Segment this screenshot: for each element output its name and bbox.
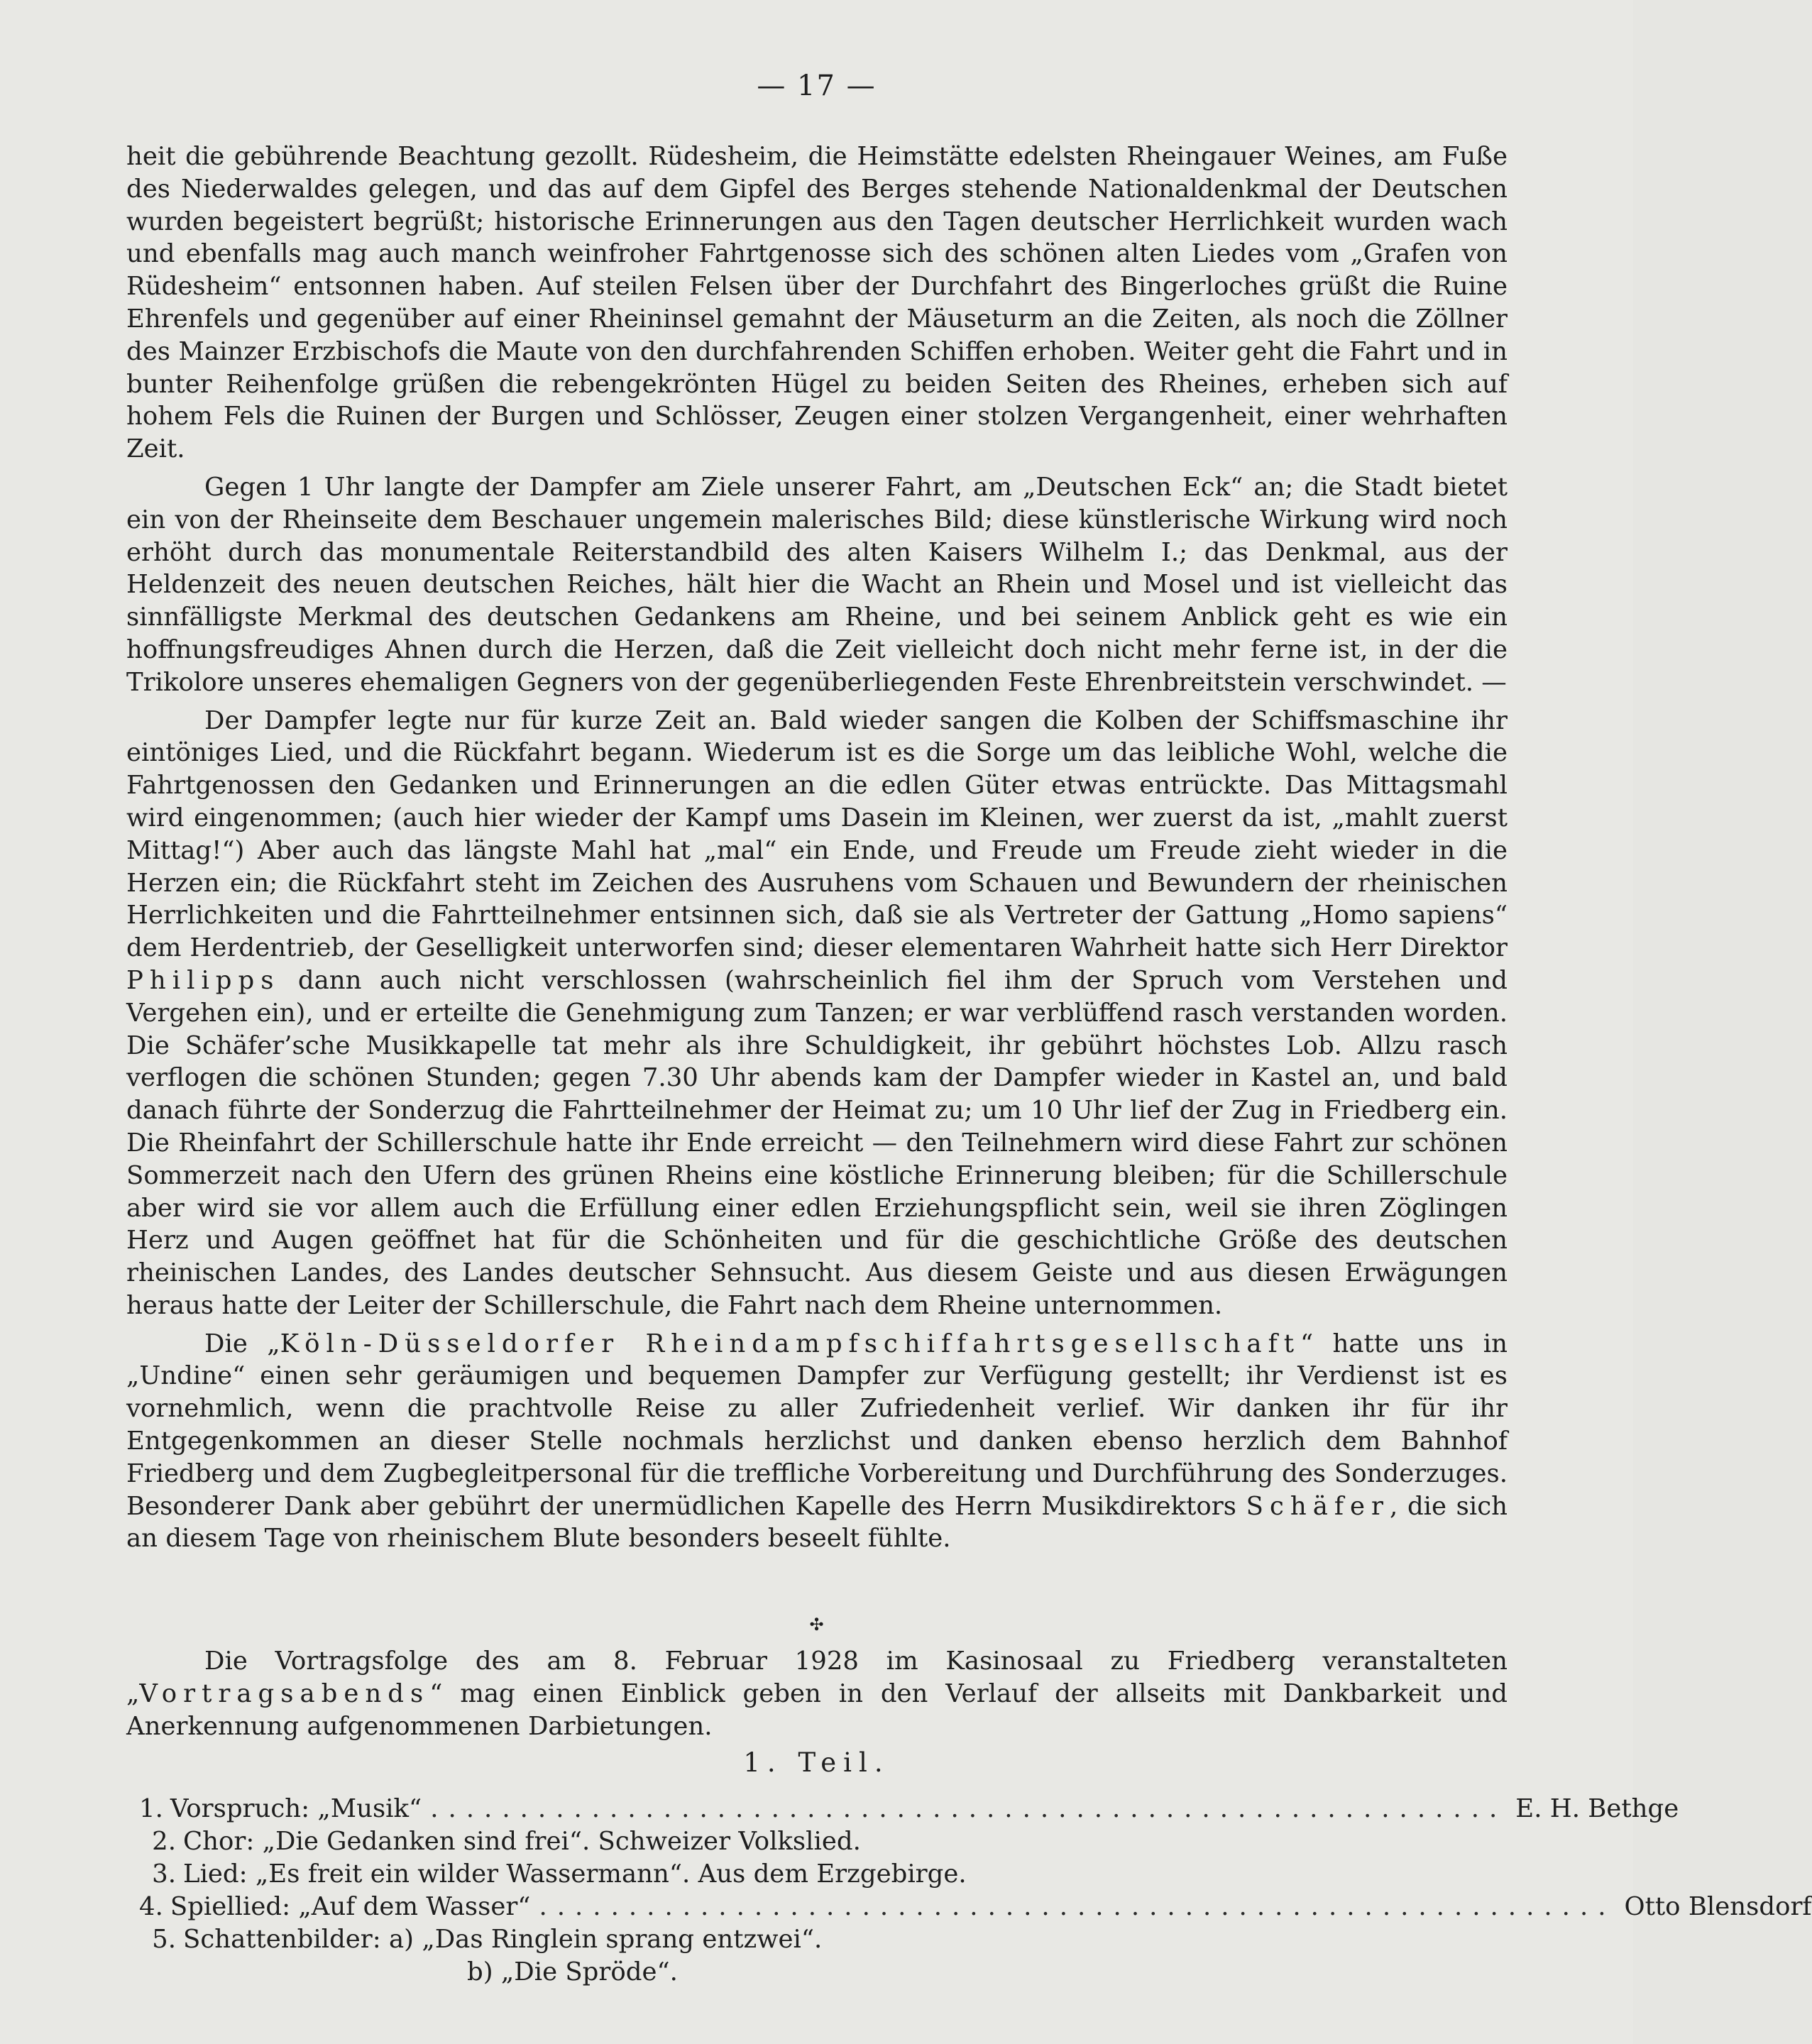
program-item-title: Chor: „Die Gedanken sind frei“. Schweizer Volkslied.: [183, 1827, 861, 1856]
text-run: “ mag einen Einblick geben in den Verlauf der allseits mit Dankbarkeit und Anerkennung aufgenommenen Darbietungen.: [126, 1678, 1508, 1741]
section-title: 1. Teil.: [743, 1747, 890, 1778]
program-item: [139, 1858, 1508, 1891]
paragraph: [126, 1328, 1508, 1556]
emphasized-name: Philipps: [126, 965, 280, 995]
program-item-title: Lied: „Es freit ein wilder Wassermann“. Aus dem Erzgebirge.: [183, 1859, 967, 1889]
program-item-title: Schattenbilder: a) „Das Ringlein sprang entzwei“.: [183, 1925, 823, 1954]
section-separator: ✣: [809, 1615, 824, 1634]
paragraph: [126, 471, 1508, 699]
text-run: Die Vortragsfolge des am 8. Februar 1928 im Kasinosaal zu Friedberg veranstalteten „: [126, 1647, 1508, 1708]
paragraph: [126, 141, 1508, 466]
program-item-number: 1.: [139, 1794, 163, 1823]
program-item-title: b) „Die Spröde“.: [467, 1957, 678, 1987]
program-item: [139, 1923, 1508, 1956]
program-item-title: Spiellied: „Auf dem Wasser“: [170, 1892, 531, 1921]
text-run: heit die gebührende Beachtung gezollt. Rüdesheim, die Heimstätte edelsten Rheingauer Weines, am Fuße des Niederwaldes gelegen, und das auf dem Gipfel des Berges stehende Nationaldenkmal der Deutschen wurden begeistert begrüßt; historische Erinnerungen aus den Tagen deutscher Herrlichkeit wurden wach und ebenfalls mag auch manch weinfroher Fahrtgenosse sich des schönen alten Liedes vom „Grafen von Rüdesheim“ entsonnen haben. Auf steilen Felsen über der Durchfahrt des Bingerloches grüßt die Ruine Ehrenfels und gegenüber auf einer Rheininsel gemahnt der Mäuseturm an die Zeiten, als noch die Zöllner des Mainzer Erzbischofs die Maute von den durchfahrenden Schiffen erhoben. Weiter geht die Fahrt und in bunter Reihenfolge grüßen die rebengekrönten Hügel zu beiden Seiten des Rheines, erheben sich auf hohem Fels die Ruinen der Burgen und Schlösser, Zeugen einer stolzen Vergangenheit, einer wehrhaften Zeit.: [126, 142, 1508, 464]
program-item-number: 2.: [152, 1827, 176, 1856]
program-item-author: E. H. Bethge: [1515, 1794, 1679, 1823]
text-run: Der Dampfer legte nur für kurze Zeit an. Bald wieder sangen die Kolben der Schiffsmaschine ihr eintöniges Lied, und die Rückfahrt begann. Wiederum ist es die Sorge um das leibliche Wohl, welche die Fahrtgenossen den Gedanken und Erinnerungen an die edlen Güter etwas entrückte. Das Mittagsmahl wird eingenommen; (auch hier wieder der Kampf ums Dasein im Kleinen, wer zuerst da ist, „mahlt zuerst Mittag!“) Aber auch das längste Mahl hat „mal“ ein Ende, und Freude um Freude zieht wieder in die Herzen ein; die Rückfahrt steht im Zeichen des Ausruhens vom Schauen und Bewundern der rheinischen Herrlichkeiten und die Fahrtteilnehmer entsinnen sich, daß sie als Vertreter der Gattung „Homo sapiens“ dem Herdentrieb, der Geselligkeit unterworfen sind; dieser elementaren Wahrheit hatte sich Herr Direktor: [126, 705, 1508, 963]
program-item-number: 5.: [152, 1925, 176, 1954]
text-run: Gegen 1 Uhr langte der Dampfer am Ziele unserer Fahrt, am „Deutschen Eck“ an; die Stadt bietet ein von der Rheinseite dem Beschauer ungemein malerisches Bild; diese künstlerische Wirkung wird noch erhöht durch das monumentale Reiterstandbild des alten Kaisers Wilhelm I.; das Denkmal, aus der Heldenzeit des neuen deutschen Reiches, hält hier die Wacht an Rhein und Mosel und ist vielleicht das sinnfälligste Merkmal des deutschen Gedankens am Rheine, und bei seinem Anblick geht es wie ein hoffnungsfreudiges Ahnen durch die Herzen, daß die Zeit vielleicht doch nicht mehr ferne ist, in der die Trikolore unseres ehemaligen Gegners von der gegenüberliegenden Feste Ehrenbreitstein verschwindet. —: [126, 472, 1508, 697]
emphasized-name: Köln-Düsseldorfer Rheindampfschiffahrtsgesellschaft: [280, 1329, 1300, 1358]
text-run: Die „: [204, 1329, 280, 1358]
program-item: [139, 1825, 1508, 1858]
program-item-number: 4.: [139, 1892, 163, 1921]
program-intro: [126, 1645, 1508, 1742]
program-item: [139, 1956, 1508, 1989]
program-item-number: 3.: [152, 1859, 176, 1889]
body-text: [126, 141, 1508, 1555]
emphasized-name: Schäfer: [1246, 1491, 1390, 1521]
program-item-title: Vorspruch: „Musik“: [170, 1794, 422, 1823]
program-list: [139, 1793, 1812, 1989]
program-item-author: Otto Blensdorf: [1624, 1892, 1812, 1921]
program-item: [139, 1793, 1679, 1825]
paragraph: [126, 705, 1508, 1322]
dot-leader: ............................................................: [430, 1794, 1508, 1823]
emphasized-name: Vortragsabends: [139, 1678, 430, 1708]
program-item: [139, 1891, 1812, 1923]
text-run: “ hatte uns in „Undine“ einen sehr geräumigen und bequemen Dampfer zur Verfügung gestellt; ihr Verdienst ist es vornehmlich, wenn die prachtvolle Reise zu aller Zufriedenheit verlief. Wir danken ihr für ihr Entgegenkommen an dieser Stelle nochmals herzlichst und danken ebenso herzlich dem Bahnhof Friedberg und dem Zugbegleitpersonal für die treffliche Vorbereitung und Durchführung des Sonderzuges. Besonderer Dank aber gebührt der unermüdlichen Kapelle des Herrn Musikdirektors: [126, 1329, 1508, 1521]
page-number: — 17 —: [757, 70, 877, 102]
program-item-number: [139, 1956, 183, 1989]
paragraph: [126, 1645, 1508, 1742]
dot-leader: ............................................................: [539, 1892, 1616, 1921]
text-run: , die sich an diesem Tage von rheinischem Blute besonders beseelt fühlte.: [126, 1491, 1508, 1554]
text-run: dann auch nicht verschlossen (wahrscheinlich fiel ihm der Spruch vom Verstehen und Vergehen ein), und er erteilte die Genehmigung zum Tanzen; er war verblüffend rasch verstanden worden. Die Schäfer’sche Musikkapelle tat mehr als ihre Schuldigkeit, ihr gebührt höchstes Lob. Allzu rasch verflogen die schönen Stunden; gegen 7.30 Uhr abends kam der Dampfer wieder in Kastel an, und bald danach führte der Sonderzug die Fahrtteilnehmer der Heimat zu; um 10 Uhr lief der Zug in Friedberg ein. Die Rheinfahrt der Schillerschule hatte ihr Ende erreicht — den Teilnehmern wird diese Fahrt zur schönen Sommerzeit nach den Ufern des grünen Rheins eine köstliche Erinnerung bleiben; für die Schillerschule aber wird sie vor allem auch die Erfüllung einer edlen Erziehungspflicht sein, weil sie ihren Zöglingen Herz und Augen geöffnet hat für die Schönheiten und für die geschichtliche Größe des deutschen rheinischen Landes, des Landes deutscher Sehnsucht. Aus diesem Geiste und aus diesen Erwägungen heraus hatte der Leiter der Schillerschule, die Fahrt nach dem Rheine unternommen.: [126, 965, 1508, 1320]
